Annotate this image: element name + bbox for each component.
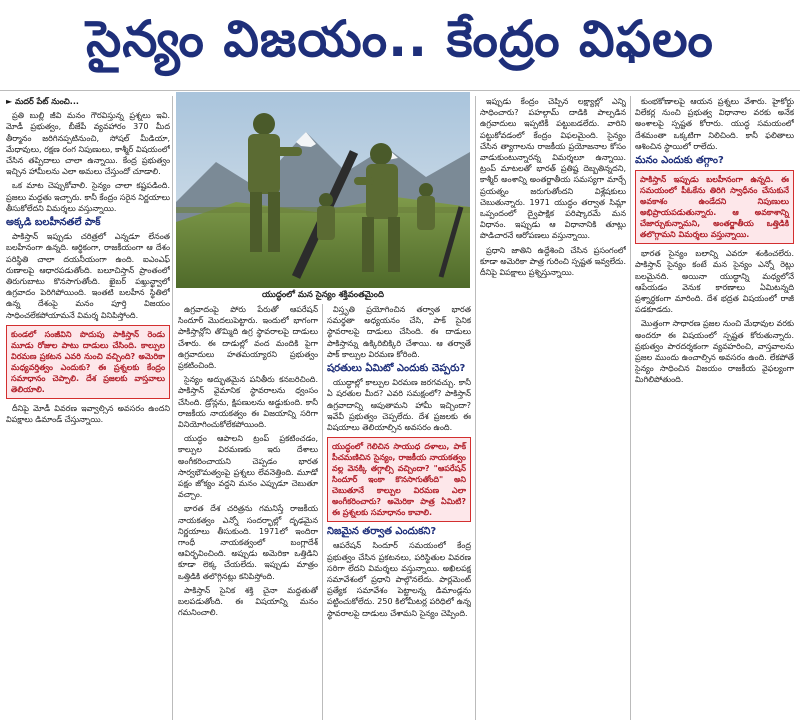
paragraph: ప్రధాని జాతిని ఉద్దేశించి చేసిన ప్రసంగంలో కూడా అమెరికా పాత్ర గురించి స్పష్టత ఇవ్వలేదు. దీనిపై విపక్షాలు ప్రశ్నిస్తున్నాయి. [480,245,626,278]
subheading: మనం ఎందుకు తగ్గాం? [635,155,724,167]
paragraph: దీనిపై మోడీ వివరణ ఇవ్వాల్సిన అవసరం ఉందని విపక్షాలు డిమాండ్ చేస్తున్నాయి. [6,403,170,425]
paragraph: పాకిస్తాన్ సైనిక శక్తి చైనా మద్దతుతో బలపడుతోంది. ఈ విషయాన్ని మనం గమనించాలి. [178,585,318,618]
paragraph: విస్తృతి ప్రయోగించిన తర్వాత భారత సమర్థతా అధ్యయనం చేసి, పాక్ సైనిక స్థావరాలపై దాడులు చేసింది. ఈ దాడులు పాకిస్తాన్ను ఉక్కిరిబిక్కిరి చేశాయి. ఆ తర్వాతే పాక్ కాల్పుల విరమణ కోరింది. [327,305,471,359]
paragraph: ఇప్పుడు కేంద్రం చెప్పిన లక్ష్యాల్లో ఎన్ని సాధించారు? పహల్గామ్ దాడికి పాల్పడిన ఉగ్రవాదులు ఇప్పటికీ పట్టుబడలేదు. వారిని పట్టుకోవడంలో కేంద్రం విఫలమైంది. సైన్యం చేసిన త్యాగాలను రాజకీయ ప్రయోజనాల కోసం వాడుకుంటున్నారన్న విమర్శలూ ఉన్నాయి. ట్రంప్ మాటలతో భారత్ ప్రతిష్ట దెబ్బతిన్నదని, కాశ్మీర్ అంశాన్ని అంతర్జాతీయ సమస్యగా మార్చే ప్రయత్నం జరుగుతోందని విశ్లేషకులు చెబుతున్నారు. 1971 యుద్ధం తర్వాత సిమ్లా ఒప్పందంలో ద్వైపాక్షిక పరిష్కారమే మన విధానం. ఇప్పుడు ఆ విధానానికి తూట్లు పొడిచారనే ఆరోపణలు వస్తున్నాయి. [480,97,626,241]
subheading: అక్కడి బలహీనతలే పాక్ [6,217,101,229]
paragraph: భారత దేశ చరిత్రను గమనిస్తే రాజకీయ నాయకత్వం ఎన్నో సందర్భాల్లో దృఢమైన నిర్ణయాలు తీసుకుంది. 1971లో ఇందిరా గాంధీ నాయకత్వంలో బంగ్లాదేశ్ ఆవిర్భవించింది. అప్పుడు అమెరికా ఒత్తిడిని కూడా లెక్క చేయలేదు. ఇప్పుడు మాత్రం ఒత్తిడికి తలొగ్గినట్లు కనిపిస్తోంది. [178,504,318,581]
paragraph: సైన్యం అద్భుతమైన పనితీరు కనబరిచింది. పాకిస్తాన్ వైమానిక స్థావరాలను ధ్వంసం చేసింది. డ్రోన్లను, క్షిపణులను అడ్డుకుంది. కానీ రాజకీయ నాయకత్వం ఈ విజయాన్ని సరిగా వినియోగించుకోలేకపోయింది. [178,375,318,430]
top-divider [0,90,800,91]
highlight-box: యుద్ధంలో గెలిచిన సాయుధ దళాలు, పాక్ పీచమణిచిన సైన్యం, రాజకీయ నాయకత్వం వల్ల వెనక్కి తగ్గాల్సి వచ్చిందా? "ఆపరేషన్ సిందూర్ ఇంకా కొనసాగుతోంది" అని చెబుతూనే కాల్పుల విరమణ ఎలా అంగీకరించారు? అమెరికా పాత్ర ఏమిటి? ఈ ప్రశ్నలకు సమాధానం కావాలి. [327,437,471,522]
paragraph: భారత సైన్యం బలాన్ని ఎవరూ శంకించలేరు. పాకిస్తాన్ సైన్యం కంటే మన సైన్యం ఎన్నో రెట్లు బలమైనది. అయినా యుద్ధాన్ని మధ్యలోనే ఆపేయడం వెనుక కారణాలు ఏమిటన్నది ప్రశ్నార్థకంగా మారింది. దేశ భద్రత విషయంలో రాజీ పడకూడదు. [635,249,794,315]
column-5 [635,96,794,720]
paragraph: యుద్ధం ఆపాలని ట్రంప్ ప్రకటించడం, కాల్పుల విరమణకు ఇరు దేశాలు అంగీకరించాయని చెప్పడం భారత సార్వభౌమత్వంపై ప్రశ్నలు లేవనెత్తింది. మూడో పక్షం జోక్యం వద్దని మనం ఎప్పుడూ చెబుతూ వచ్చాం. [178,434,318,500]
paragraph: మొత్తంగా సాధారణ ప్రజల నుంచి మేధావుల వరకు అందరూ ఈ విషయంలో స్పష్టత కోరుతున్నారు. ప్రభుత్వం పారదర్శకంగా వ్యవహరించి, వాస్తవాలను ప్రజల ముందు ఉంచాల్సిన అవసరం ఉంది. లేకపోతే సైన్యం సాధించిన విజయం రాజకీయ వైఫల్యంగా మిగిలిపోతుంది. [635,319,794,385]
column-divider [475,96,476,720]
soldiers-with-mortar-photo [176,92,470,288]
paragraph: ఒక మాట చెప్పుకోవాలి. సైన్యం చాలా కష్టపడింది. ప్రజలు మద్దతు ఇచ్చారు. కానీ కేంద్రం సరైన నిర్ణయాలు తీసుకోలేదని విమర్శలు వస్తున్నాయి. [6,181,170,213]
column-divider [322,304,323,720]
column-1 [6,96,170,720]
photo-caption: యుద్ధంలో మన సైన్యం శక్తివంతమైంది [261,290,384,300]
highlight-box: కుండలో సంజీవిని పొదుపు పాకిస్తాన్ రెండు మూడు రోజుల పాటు దాడులు చేసింది. కాల్పుల విరమణ ప్రకటన ఎవరి నుంచి వచ్చింది? అమెరికా మధ్యవర్తిత్వం ఎందుకు? ఈ ప్రశ్నలకు కేంద్రం సమాధానం చెప్పాలి. దేశ ప్రజలకు వాస్తవాలు తెలియాలి. [6,325,170,399]
column-divider [172,96,173,720]
paragraph: ప్రతి బుల్లి జీవి మనం గౌరవిస్తున్న ప్రశ్నలు ఇవి. మోడీ ప్రభుత్వం, బీజేపీ వ్యవహారం 370 మీద తీర్మానం జరిగినప్పటినుంచి, సోషల్ మీడియా, మేధావులు, రక్షణ రంగ నిపుణులు, కాశ్మీర్ విషయంలో చేసిన తప్పిదాలు చాలా ఉన్నాయి. కేంద్ర ప్రభుత్వం ఇచ్చిన హామీలను ఎలా అమలు చేస్తుందో చూడాలి. [6,111,170,177]
column-divider [630,96,631,720]
paragraph: యుద్ధాల్లో కాల్పుల విరమణ జరగవచ్చు. కానీ ఏ షరతుల మీద? ఎవరి సమక్షంలో? పాకిస్తాన్ ఉగ్రవాదాన్ని ఆపుతామని హామీ ఇచ్చిందా? ఇవేవీ ప్రభుత్వం చెప్పలేదు. దేశ ప్రజలకు ఈ విషయాలు తెలియాల్సిన అవసరం ఉంది. [327,378,471,433]
headline-title: సైన్యం విజయం.. కేంద్రం విఫలం [86,9,714,68]
column-3 [327,304,471,720]
paragraph: పాకిస్తాన్ ఇప్పుడు చరిత్రలో ఎన్నడూ లేనంత బలహీనంగా ఉన్నది. ఆర్థికంగా, రాజకీయంగా ఆ దేశం పరిస్థితి చాలా దయనీయంగా ఉంది. ఐఎంఎఫ్ రుణాలపై ఆధారపడుతోంది. బలూచిస్తాన్ ప్రాంతంలో తిరుగుబాటు కొనసాగుతోంది. ఖైబర్ పఖ్తున్ఖ్వాలో ఉగ్రవాదం పెరిగిపోయింది. ఇంతటి బలహీన స్థితిలో ఉన్న దేశంపై మనం పూర్తి విజయం సాధించలేకపోయామనే విమర్శ వినిపిస్తోంది. [6,232,170,320]
headline-banner [0,0,800,90]
paragraph: ఆపరేషన్ సిందూర్ సమయంలో కేంద్ర ప్రభుత్వం చేసిన ప్రకటనలు, పరిస్థితుల వివరణ సరిగా లేదని విమర్శలు వస్తున్నాయి. అఖిలపక్ష సమావేశంలో ప్రధాని పాల్గొనలేదు. పార్లమెంట్ ప్రత్యేక సమావేశం పెట్టాలన్న డిమాండ్లను పట్టించుకోలేదు. 250 కిలోమీటర్ల పరిధిలో ఉన్న స్థావరాలపై దాడులు చేశామని సైన్యం చెప్పింది. [327,541,471,618]
highlight-box: పాకిస్తాన్ ఇప్పుడు బలహీనంగా ఉన్నది. ఈ సమయంలో పీఓకేను తిరిగి స్వాధీనం చేసుకునే అవకాశం ఉండేదని నిపుణులు అభిప్రాయపడుతున్నారు. ఆ అవకాశాన్ని చేజార్చుకున్నామని, అంతర్జాతీయ ఒత్తిడికి తలొగ్గామని విమర్శలు వస్తున్నాయి. [635,170,794,244]
column-4 [480,96,626,720]
paragraph: కుంభకోణాలపై ఆయన ప్రశ్నలు వేశారు. హైకోర్టు విలేకర్ల నుంచి ప్రభుత్వ విధానాల వరకు అనేక అంశాలపై స్పష్టత కోరారు. యుద్ధ సమయంలో దేశమంతా ఒక్కటిగా నిలిచింది. కానీ ఫలితాలు ఆశించిన స్థాయిలో రాలేదు. [635,97,794,151]
subheading: నిజమైన తర్వాత ఎందుకని? [327,526,437,538]
subheading: షరతులు ఏమిటో ఎందుకు చెప్పరు? [327,363,466,375]
column-2 [178,304,318,720]
paragraph: ఉగ్రవాదంపై పోరు పేరుతో ఆపరేషన్ సిందూర్ మొదలుపెట్టారు. ఇందులో భాగంగా పాకిస్తాన్లోని తొమ్మిది ఉగ్ర స్థావరాలపై దాడులు చేశారు. ఈ దాడుల్లో వంద మందికి పైగా ఉగ్రవాదులు హతమయ్యారని ప్రభుత్వం ప్రకటించింది. [178,305,318,371]
byline: ► మదర్ పేట్ నుంచి... [6,97,79,106]
